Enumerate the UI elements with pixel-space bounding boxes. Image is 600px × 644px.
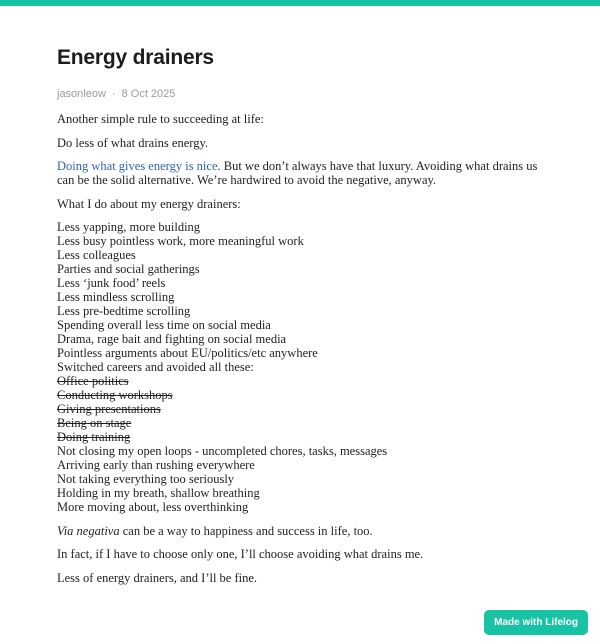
list-line-struck: Doing training — [57, 430, 131, 444]
drainers-list — [57, 220, 543, 514]
list-line: Arriving early than rushing everywhere — [57, 458, 255, 472]
inline-link[interactable]: Doing what gives energy is nice — [57, 159, 218, 173]
paragraph-link-rest: . But we don’t always have that luxury. Avoiding what drains us can be the solid alternative. We’re hardwired to avoid the negative, anyway. — [57, 159, 538, 187]
list-line-struck: Being on stage — [57, 416, 132, 430]
list-line: Drama, rage bait and fighting on social media — [57, 332, 287, 346]
page-title: Energy drainers — [57, 46, 214, 69]
list-line: Less ‘junk food’ reels — [57, 276, 166, 290]
paragraph-closing: Less of energy drainers, and I’ll be fine. — [57, 570, 258, 585]
list-line: Pointless arguments about EU/politics/etc anywhere — [57, 346, 318, 360]
post-container — [0, 6, 600, 585]
paragraph-rule: Do less of what drains energy. — [57, 135, 209, 150]
post-body — [57, 112, 543, 585]
list-line: Spending overall less time on social media — [57, 318, 271, 332]
paragraph-intro: Another simple rule to succeeding at life: — [57, 112, 264, 126]
paragraph-choose: In fact, if I have to choose only one, I’ll choose avoiding what drains me. — [57, 547, 424, 561]
list-line: More moving about, less overthinking — [57, 500, 249, 514]
byline — [57, 88, 543, 100]
italic-phrase: Via negativa — [57, 523, 120, 538]
paragraph-via-negativa-rest: can be a way to happiness and success in life, too. — [119, 523, 373, 538]
list-line: Less colleagues — [57, 248, 136, 262]
list-line: Holding in my breath, shallow breathing — [57, 486, 260, 500]
list-line-struck: Office politics — [57, 374, 129, 388]
byline-separator: · — [111, 88, 116, 100]
list-line-struck: Giving presentations — [57, 402, 161, 416]
paragraph-via-negativa — [57, 524, 543, 538]
list-line: Less busy pointless work, more meaningful work — [57, 234, 304, 248]
paragraph-link — [57, 159, 543, 187]
list-line-struck: Conducting workshops — [57, 388, 173, 402]
list-line: Not closing my open loops - uncompleted chores, tasks, messages — [57, 444, 388, 458]
list-line: Not taking everything too seriously — [57, 472, 235, 486]
list-line: Less mindless scrolling — [57, 290, 175, 304]
list-line: Less pre-bedtime scrolling — [57, 304, 191, 318]
post-date: 8 Oct 2025 — [121, 88, 176, 100]
author-link[interactable]: jasonleow — [57, 88, 106, 100]
list-line: Parties and social gatherings — [57, 262, 200, 276]
list-line: Less yapping, more building — [57, 220, 201, 234]
list-line: Switched careers and avoided all these: — [57, 360, 254, 374]
paragraph-lead-in: What I do about my energy drainers: — [57, 196, 241, 211]
made-with-lifelog-button[interactable]: Made with Lifelog — [484, 610, 588, 635]
